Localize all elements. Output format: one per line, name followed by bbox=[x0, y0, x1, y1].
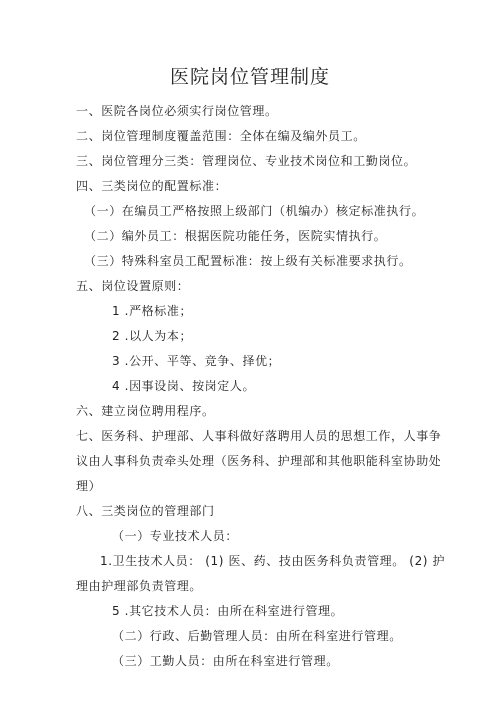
clause-2: 二、岗位管理制度覆盖范围：全体在编及编外员工。 bbox=[76, 129, 366, 143]
clause-5: 五、岗位设置原则： bbox=[76, 279, 190, 293]
clause-8-item-1-sub-1-cont: 理由护理部负责管理。 bbox=[76, 579, 203, 593]
clause-8: 八、三类岗位的管理部门 bbox=[76, 504, 215, 518]
clause-5-item-3: 3 .公开、平等、竞争、择优； bbox=[112, 354, 281, 368]
clause-8-item-3: （三）工勤人员：由所在科室进行管理。 bbox=[112, 654, 339, 668]
clause-8-item-1: （一）专业技术人员： bbox=[112, 529, 239, 543]
clause-5-item-4: 4 .因事设岗、按岗定人。 bbox=[112, 379, 256, 393]
clause-3: 三、岗位管理分三类：管理岗位、专业技术岗位和工勤岗位。 bbox=[76, 154, 417, 168]
clause-8-item-1-sub-1: 1.卫生技术人员： (1) 医、药、技由医务科负责管理。 (2) 护 bbox=[100, 554, 446, 568]
clause-4-item-1: （一）在编员工严格按照上级部门（机编办）核定标准执行。 bbox=[84, 204, 425, 218]
clause-5-item-1: 1 .严格标准； bbox=[112, 304, 193, 318]
clause-8-item-2: （二）行政、后勤管理人员：由所在科室进行管理。 bbox=[112, 629, 402, 643]
page-title: 医院岗位管理制度 bbox=[169, 66, 330, 88]
clause-4: 四、三类岗位的配置标准： bbox=[76, 179, 228, 193]
clause-8-item-1-sub-2: 5 .其它技术人员：由所在科室进行管理。 bbox=[112, 604, 344, 618]
clause-6: 六、建立岗位聘用程序。 bbox=[76, 404, 215, 418]
clause-4-item-3: （三）特殊科室员工配置标准：按上级有关标准要求执行。 bbox=[84, 254, 412, 268]
clause-7-line-3: 理） bbox=[76, 479, 102, 493]
clause-4-item-2: （二）编外员工：根据医院功能任务，医院实情执行。 bbox=[84, 229, 387, 243]
clause-5-item-2: 2 .以人为本； bbox=[112, 329, 193, 343]
clause-7-line-2: 议由人事科负责牵头处理（医务科、护理部和其他职能科室协助处 bbox=[76, 454, 442, 468]
clause-1: 一、医院各岗位必须实行岗位管理。 bbox=[76, 104, 278, 118]
clause-7-line-1: 七、医务科、护理部、人事科做好落聘用人员的思想工作，人事争 bbox=[76, 429, 442, 443]
